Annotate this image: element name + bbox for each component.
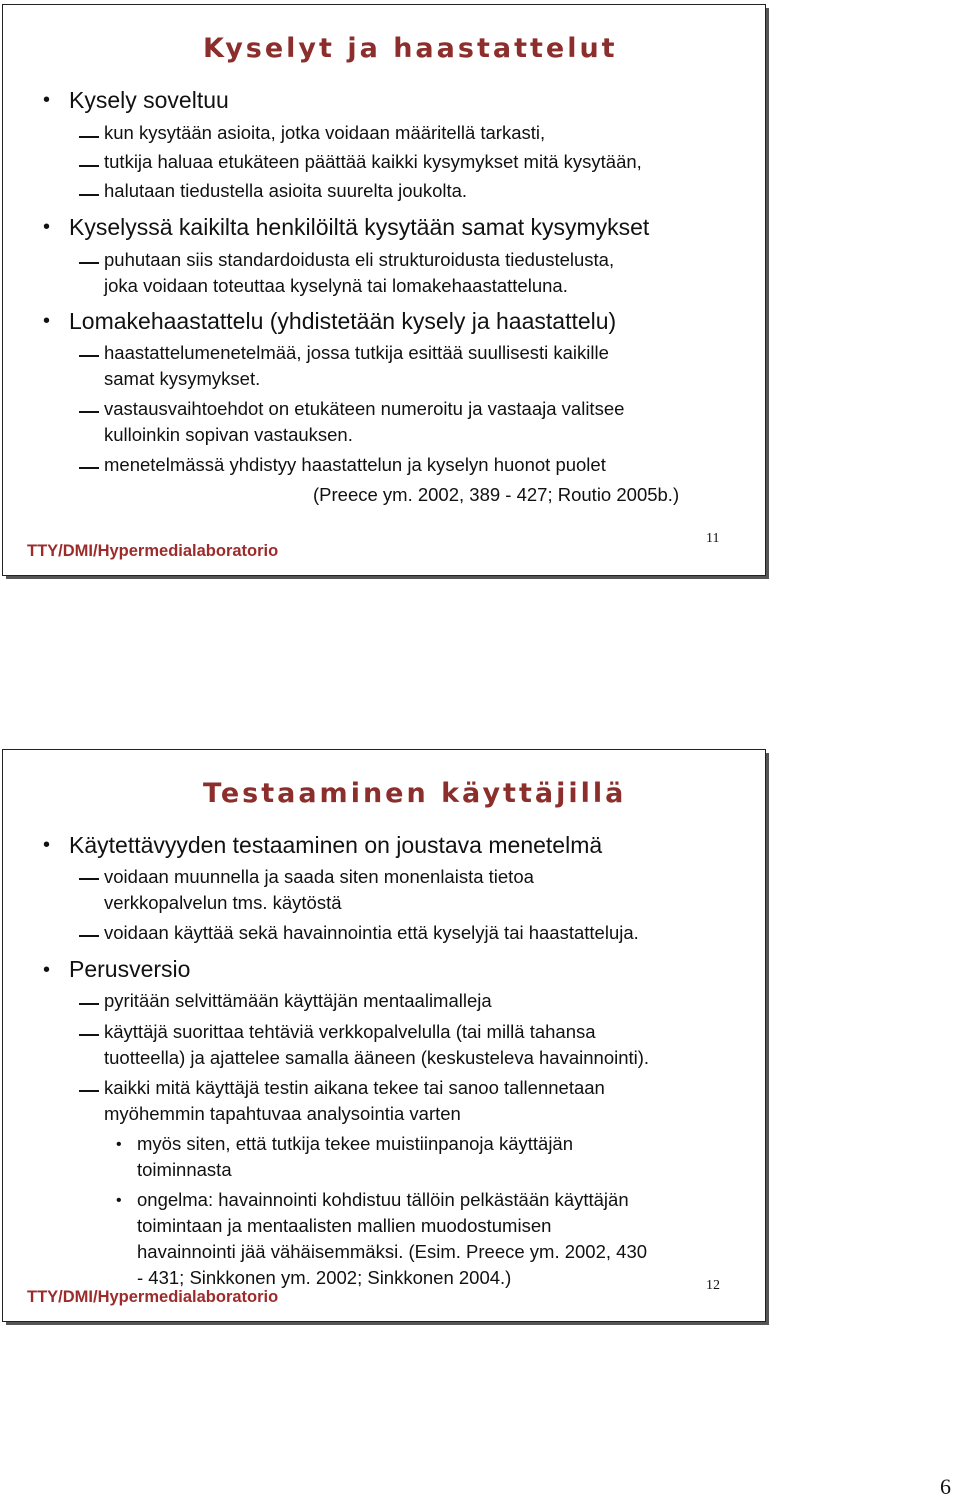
dash-icon	[79, 878, 99, 880]
page-number: 12	[706, 1278, 720, 1293]
sub-bullet-text: kun kysytään asioita, jotka voidaan määritellä tarkasti,	[104, 122, 546, 143]
sub-bullet-text: myöhemmin tapahtuvaa analysointia varten	[104, 1103, 461, 1124]
sub-sub-bullet-text: - 431; Sinkkonen ym. 2002; Sinkkonen 2004.)	[137, 1267, 512, 1288]
sub-bullet-text: haastattelumenetelmää, jossa tutkija esittää suullisesti kaikille	[104, 342, 609, 363]
bullet-text: Perusversio	[69, 956, 191, 982]
sub-sub-bullet-text: havainnointi jää vähäisemmäksi. (Esim. Preece ym. 2002, 430	[137, 1241, 648, 1262]
sub-bullet-text: voidaan muunnella ja saada siten monenlaista tietoa	[104, 866, 534, 887]
sub-bullet-text: puhutaan siis standardoidusta eli strukturoidusta tiedustelusta,	[104, 249, 615, 270]
sub-bullet-text: käyttäjä suorittaa tehtäviä verkkopalvelulla (tai millä tahansa	[104, 1021, 596, 1042]
sub-bullet-text: samat kysymykset.	[104, 368, 261, 389]
page-number: 11	[706, 531, 720, 546]
bullet-text: Käytettävyyden testaaminen on joustava menetelmä	[69, 832, 603, 858]
slide-title: Testaaminen käyttäjillä	[203, 778, 627, 809]
sub-bullet-text: tuotteella) ja ajattelee samalla ääneen (keskusteleva havainnointi).	[104, 1047, 650, 1068]
bullet-icon: •	[43, 834, 51, 856]
bullet-icon: •	[43, 959, 51, 981]
sub-bullet-text: joka voidaan toteuttaa kyselynä tai lomakehaastatteluna.	[104, 275, 568, 296]
bullet-text: Lomakehaastattelu (yhdistetään kysely ja haastattelu)	[69, 308, 617, 334]
sub-bullet-text: kulloinkin sopivan vastauksen.	[104, 424, 353, 445]
sub-bullet-text: menetelmässä yhdistyy haastattelun ja kyselyn huonot puolet	[104, 454, 606, 475]
sub-bullet-text: voidaan käyttää sekä havainnointia että kyselyjä tai haastatteluja.	[104, 922, 639, 943]
bullet-icon: •	[116, 1136, 122, 1153]
sub-bullet-text: verkkopalvelun tms. käytöstä	[104, 892, 342, 913]
dash-icon	[79, 1003, 99, 1005]
dash-icon	[79, 1034, 99, 1036]
sub-sub-bullet-text: ongelma: havainnointi kohdistuu tällöin pelkästään käyttäjän	[137, 1189, 629, 1210]
sub-bullet-text: pyritään selvittämään käyttäjän mentaalimalleja	[104, 990, 492, 1011]
bullet-icon: •	[43, 89, 51, 111]
sub-bullet-text: halutaan tiedustella asioita suurelta joukolta.	[104, 180, 468, 201]
slide-12	[2, 749, 766, 1322]
sub-bullet-text: tutkija haluaa etukäteen päättää kaikki kysymykset mitä kysytään,	[104, 151, 642, 172]
dash-icon	[79, 1090, 99, 1092]
reference-text: (Preece ym. 2002, 389 - 427; Routio 2005b.)	[313, 484, 680, 505]
bullet-text: Kysely soveltuu	[69, 87, 229, 113]
slide-title: Kyselyt ja haastattelut	[203, 33, 618, 64]
dash-icon	[79, 262, 99, 264]
slide-11	[2, 4, 766, 576]
footer-label: TTY/DMI/Hypermedialaboratorio	[27, 1288, 279, 1306]
dash-icon	[79, 467, 99, 469]
dash-icon	[79, 411, 99, 413]
dash-icon	[79, 355, 99, 357]
dash-icon	[79, 935, 99, 937]
dash-icon	[79, 194, 99, 196]
sub-sub-bullet-text: toimintaan ja mentaalisten mallien muodostumisen	[137, 1215, 552, 1236]
bullet-icon: •	[43, 216, 51, 238]
bullet-icon: •	[43, 310, 51, 332]
sub-sub-bullet-text: toiminnasta	[137, 1159, 232, 1180]
bullet-icon: •	[116, 1192, 122, 1209]
sheet-page-number: 6	[940, 1474, 951, 1499]
dash-icon	[79, 136, 99, 138]
sub-sub-bullet-text: myös siten, että tutkija tekee muistiinpanoja käyttäjän	[137, 1133, 574, 1154]
sub-bullet-text: kaikki mitä käyttäjä testin aikana tekee tai sanoo tallennetaan	[104, 1077, 605, 1098]
footer-label: TTY/DMI/Hypermedialaboratorio	[27, 542, 279, 560]
dash-icon	[79, 165, 99, 167]
bullet-text: Kyselyssä kaikilta henkilöiltä kysytään samat kysymykset	[69, 214, 650, 240]
sub-bullet-text: vastausvaihtoehdot on etukäteen numeroitu ja vastaaja valitsee	[104, 398, 625, 419]
